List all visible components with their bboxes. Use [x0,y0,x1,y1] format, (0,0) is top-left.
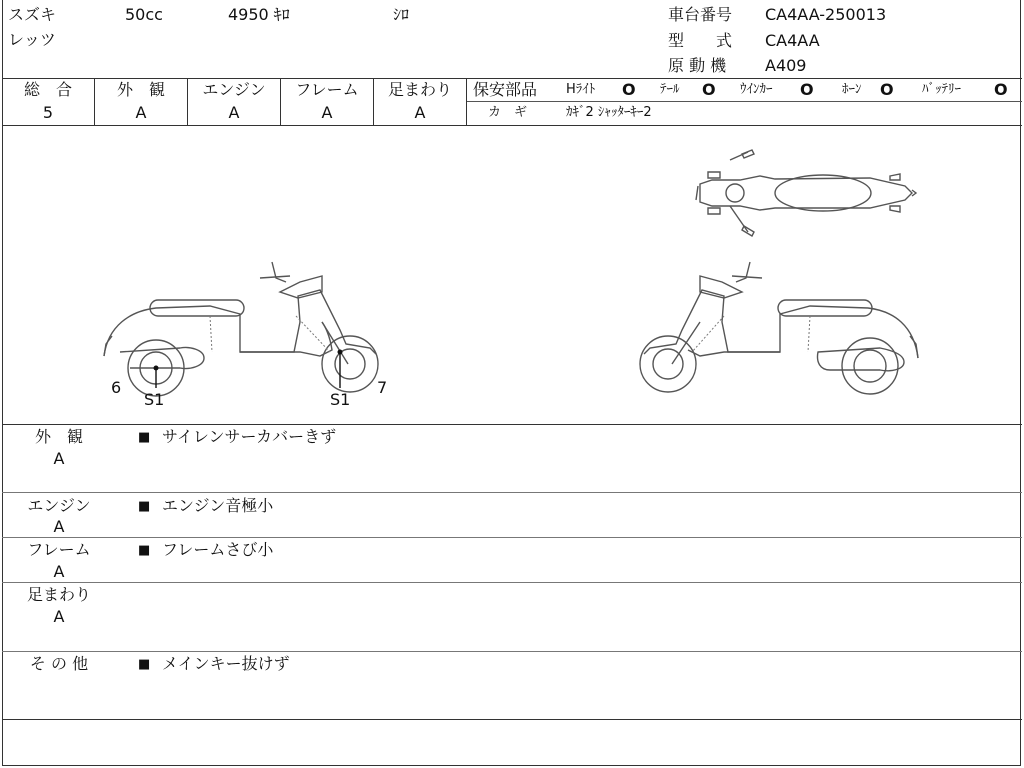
scooter-top-view-icon [696,150,916,236]
note-label-exterior: 外 観 [34,427,83,446]
displacement: 50cc [125,5,163,24]
model-name: レッツ [8,30,56,49]
note-bullet-frame: ■ [138,543,151,558]
rating-label-exterior: 外 観 [116,80,165,99]
engine-code: A409 [765,56,807,75]
rating-label-overall: 総 合 [23,80,72,99]
damage-code-right: S1 [330,390,351,409]
note-text-other: メインキー抜けず [162,654,290,673]
note-bullet-exterior: ■ [138,430,151,445]
safety-status-headlight: O [622,80,636,99]
rating-value-overall: 5 [42,103,54,122]
engine-label: 原 動 機 [668,56,727,75]
safety-status-winker: O [800,80,814,99]
key-value: ｶｷﾞ2 ｼｬｯﾀｰｷｰ2 [566,105,652,120]
note-text-engine: エンジン音極小 [162,496,274,515]
rating-value-suspension: A [414,103,426,122]
safety-label: 保安部品 [473,80,538,99]
damage-number-left: 6 [111,378,122,397]
scooter-left-view-icon [104,262,378,396]
note-bullet-engine: ■ [138,499,151,514]
damage-number-right: 7 [377,378,388,397]
frame-number-label: 車台番号 [668,5,733,24]
note-grade-engine: A [53,517,65,536]
rating-value-exterior: A [135,103,147,122]
damage-code-left: S1 [144,390,165,409]
safety-item-tail: ﾃｰﾙ [660,82,680,97]
note-label-frame: フレーム [27,540,91,559]
safety-status-tail: O [702,80,716,99]
mileage: 4950 ｷﾛ [228,5,290,24]
rating-label-frame: フレーム [295,80,359,99]
note-label-suspension: 足まわり [26,585,91,604]
safety-item-headlight: Hﾗｲﾄ [566,82,596,97]
maker: スズキ [8,5,57,24]
note-text-frame: フレームさび小 [162,540,274,559]
safety-item-winker: ｳｲﾝｶｰ [740,82,773,97]
model-label: 型 式 [668,31,733,50]
frame-number: CA4AA-250013 [765,5,887,24]
note-grade-suspension: A [53,607,65,626]
safety-status-horn: O [880,80,894,99]
rating-label-suspension: 足まわり [387,80,452,99]
scooter-right-view-icon [640,262,918,394]
model-code: CA4AA [765,31,820,50]
rating-value-engine: A [228,103,240,122]
note-label-other: そ の 他 [29,654,89,673]
scooter-diagram [0,126,1024,424]
note-label-engine: エンジン [27,496,91,515]
color: ｼﾛ [393,5,410,24]
safety-status-battery: O [994,80,1008,99]
safety-item-horn: ﾎｰﾝ [842,82,862,97]
key-label: カ ギ [488,105,528,120]
rating-value-frame: A [321,103,333,122]
note-bullet-other: ■ [138,657,151,672]
safety-item-battery: ﾊﾞｯﾃﾘｰ [922,82,961,97]
note-grade-frame: A [53,562,65,581]
note-text-exterior: サイレンサーカバーきず [162,427,337,446]
note-grade-exterior: A [53,449,65,468]
rating-label-engine: エンジン [202,80,266,99]
